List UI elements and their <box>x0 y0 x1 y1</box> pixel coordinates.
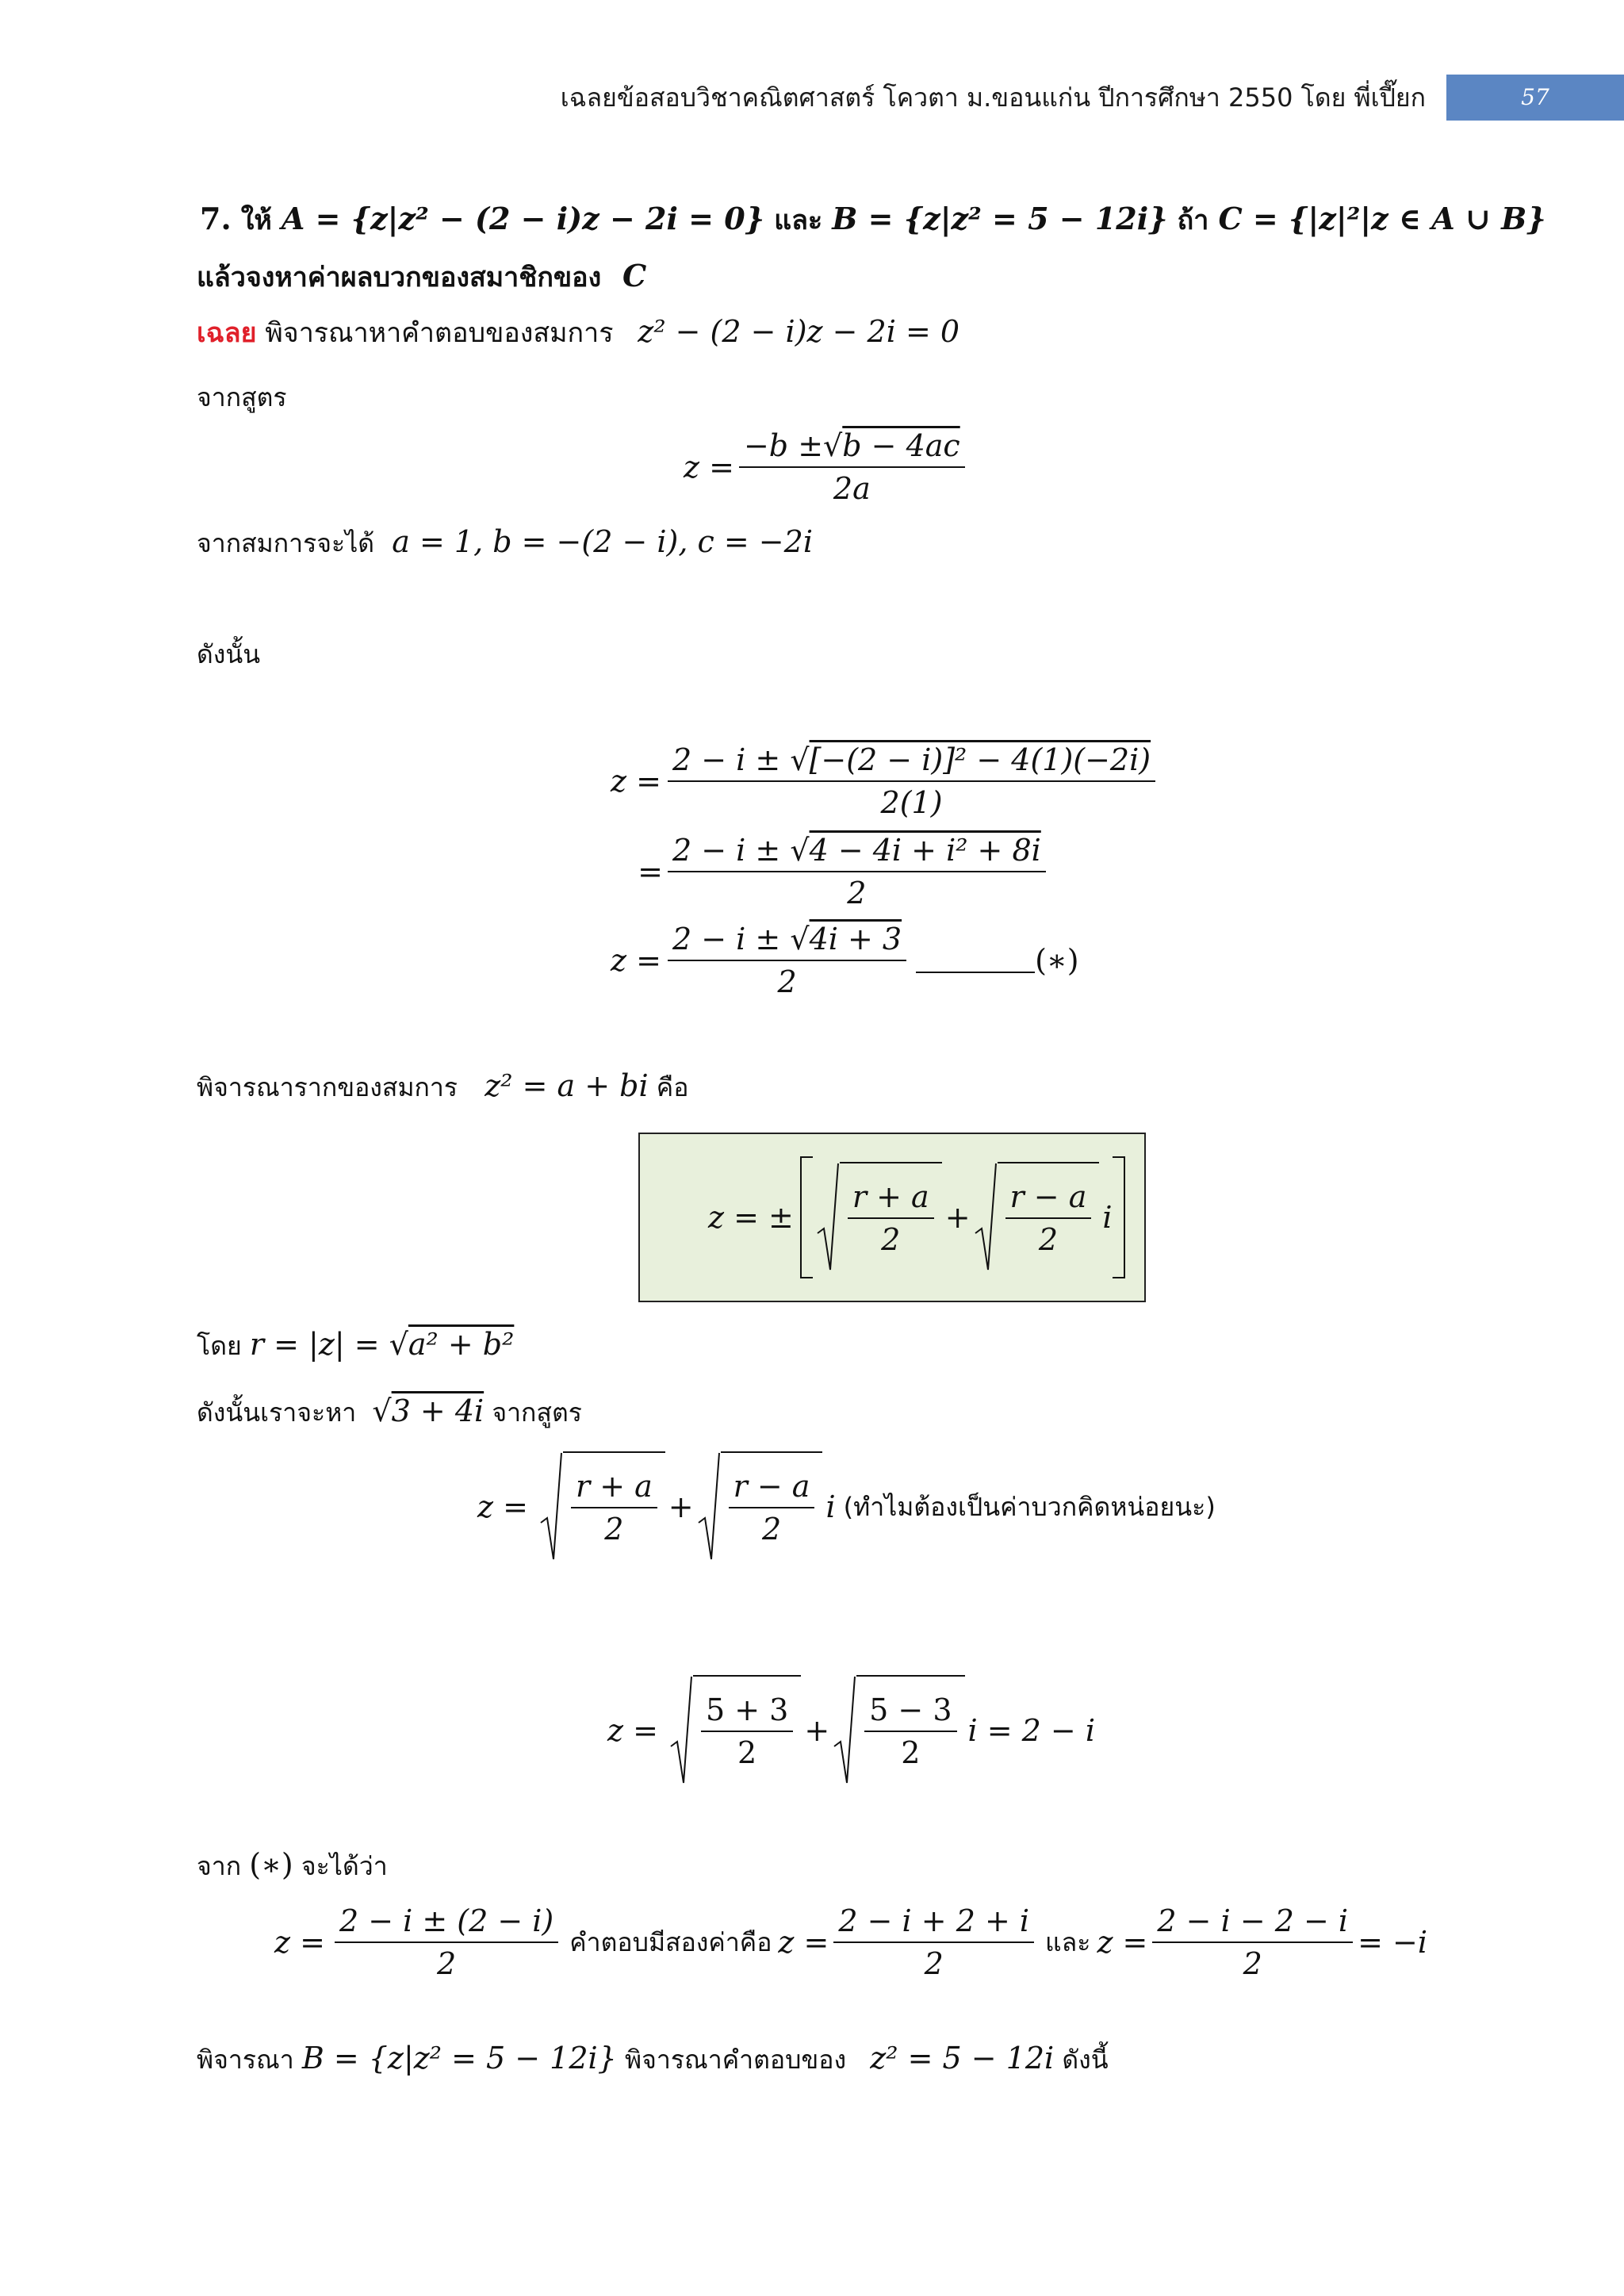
where-label: โดย <box>197 1331 242 1361</box>
step1-den: 2(1) <box>880 785 943 820</box>
b-eq: z² = 5 − 12i <box>870 2041 1055 2076</box>
formula-num-left: −b ± <box>743 428 824 463</box>
derivation-step-3: z = $\frac{2 - i \pm √4i + 3}{2}$ (∗) <box>611 922 1079 999</box>
f4-num: 2 − i ± (2 − i) <box>335 1903 558 1943</box>
box-i: i <box>1102 1200 1113 1235</box>
consider-b-label: พิจารณา <box>197 2045 294 2075</box>
solution-equation: z² − (2 − i)z − 2i = 0 <box>638 314 960 349</box>
f4-z2-tail: = −i <box>1358 1925 1427 1960</box>
problem-statement <box>200 198 1546 241</box>
set-c: C = {|z|²|z ∈ A ∪ B} <box>1218 201 1546 236</box>
question-text: แล้วจงหาค่าผลบวกของสมาชิกของ <box>197 262 602 293</box>
so-find-label: ดังนั้นเราจะหา <box>197 1397 357 1428</box>
f2-frac1-num: r + a <box>571 1469 657 1508</box>
set-b: B = {z|z² = 5 − 12i} <box>832 201 1168 236</box>
square-root-formula-box <box>638 1133 1146 1302</box>
two-answers-label: คำตอบมีสองค่าคือ <box>569 1926 772 1957</box>
f4-and-label: และ <box>1045 1926 1091 1957</box>
f4-den: 2 <box>437 1946 457 1981</box>
f3-tail: i = 2 − i <box>967 1713 1095 1748</box>
step2-den: 2 <box>847 876 867 910</box>
problem-question <box>197 255 646 298</box>
f2-i: i <box>825 1489 836 1524</box>
coefficients: a = 1, b = −(2 − i), c = −2i <box>392 524 813 559</box>
box-plus: + <box>944 1200 971 1235</box>
f4-z2-den: 2 <box>1243 1946 1262 1981</box>
page-number-badge <box>1446 75 1624 121</box>
formula-num-rad: b − 4ac <box>842 428 960 463</box>
formula-lhs: z = <box>684 450 734 485</box>
step3-den: 2 <box>777 964 797 999</box>
f2-lhs: z = <box>477 1489 528 1524</box>
f3-frac2-num: 5 − 3 <box>864 1692 956 1732</box>
f3-lhs: z = <box>607 1713 658 1748</box>
f2-note: (ทำไมต้องเป็นค่าบวกคิดหน่อยนะ) <box>843 1491 1216 1522</box>
from-star-label: จาก <box>197 1851 242 1881</box>
f4-lhs: z = <box>274 1925 325 1960</box>
formula-evaluated <box>607 1675 1095 1786</box>
step3-tag: (∗) <box>1035 943 1079 978</box>
therefore-label: ดังนั้น <box>197 639 261 669</box>
roots-eq: z² = a + bi <box>485 1068 649 1103</box>
coefficients-line <box>197 523 813 564</box>
step1-num-left: 2 − i ± <box>672 742 781 777</box>
f3-frac1-num: 5 + 3 <box>701 1692 793 1732</box>
step3-num-rad: 4i + 3 <box>809 922 902 956</box>
final-roots-equation <box>274 1903 1427 1981</box>
solution-intro <box>197 311 959 354</box>
f3-frac1-den: 2 <box>737 1735 757 1770</box>
consider-ans-label: พิจารณาคำตอบของ <box>625 2045 847 2075</box>
page-number: 57 <box>1521 84 1549 110</box>
problem-number: 7. <box>200 201 232 236</box>
from-eq-label: จากสมการจะได้ <box>197 528 375 558</box>
step2-num-rad: 4 − 4i + i² + 8i <box>809 833 1041 868</box>
from-formula-label: จากสูตร <box>197 382 287 412</box>
f2-frac2-den: 2 <box>761 1512 782 1547</box>
f3-plus: + <box>804 1713 830 1748</box>
f2-frac2-num: r − a <box>729 1469 815 1508</box>
f4-z1-num: 2 − i + 2 + i <box>833 1903 1034 1943</box>
box-frac1-den: 2 <box>881 1222 901 1257</box>
f4-z2-lhs: z = <box>1097 1925 1148 1960</box>
f4-z1-den: 2 <box>924 1946 944 1981</box>
set-a: A = {z|z² − (2 − i)z − 2i = 0} <box>281 201 765 236</box>
problem-lead: ให้ <box>240 205 272 236</box>
formula-positive-root <box>477 1451 1216 1562</box>
derivation-step-2: = $\frac{\text{2 − i ± √4 − 4i + i² + 8i}}{2}$ <box>611 833 1051 910</box>
solution-consider: พิจารณาหาคำตอบของสมการ <box>265 317 614 349</box>
problem-if: ถ้า <box>1177 205 1209 236</box>
step2-num-left: 2 − i ± <box>672 833 781 868</box>
box-lhs: z = ± <box>708 1200 794 1235</box>
f4-z1-lhs: z = <box>778 1925 829 1960</box>
f2-plus: + <box>668 1489 694 1524</box>
from-star-line <box>197 1846 388 1887</box>
roots-is: คือ <box>656 1072 689 1102</box>
quadratic-formula <box>684 428 970 506</box>
will-get-label: จะได้ว่า <box>301 1851 388 1881</box>
question-var: C <box>622 258 647 293</box>
box-frac2-den: 2 <box>1038 1222 1059 1257</box>
step1-num-rad: [−(2 − i)]² − 4(1)(−2i) <box>809 742 1151 777</box>
formula-fraction: $\frac{-b \pm√b - 4ac}{2a}$ <box>739 428 965 506</box>
formula-den: 2a <box>833 471 871 506</box>
b-set: B = {z|z² = 5 − 12i} <box>301 2041 617 2076</box>
roots-intro-line <box>197 1068 688 1108</box>
f2-frac1-den: 2 <box>604 1512 624 1547</box>
find-from-label: จากสูตร <box>492 1397 582 1428</box>
roots-intro: พิจารณารากของสมการ <box>197 1072 458 1102</box>
r-definition: โดย r = |z| = √a² + b² <box>197 1327 515 1362</box>
problem-and: และ <box>774 205 823 236</box>
box-frac2-num: r − a <box>1005 1179 1092 1219</box>
derivation-step-1: z = $\frac{\text{2 − i ± √[−(2 − i)]² − 4(1)(−2i)}}{2(1)}$ <box>611 742 1160 820</box>
f4-z2-num: 2 − i − 2 − i <box>1152 1903 1353 1943</box>
find-rad: 3 + 4i <box>391 1393 485 1428</box>
consider-b-line <box>197 2040 1109 2080</box>
step3-num-left: 2 − i ± <box>672 922 781 956</box>
find-sqrt-line: ดังนั้นเราจะหา √3 + 4i จากสูตร <box>197 1393 582 1428</box>
box-frac1-num: r + a <box>848 1179 934 1219</box>
boxed-formula <box>708 1156 1125 1278</box>
r-def: r = |z| = <box>249 1327 389 1362</box>
as-follows-label: ดังนี้ <box>1062 2045 1109 2075</box>
solution-label: เฉลย <box>197 317 257 349</box>
header-title: เฉลยข้อสอบวิชาคณิตศาสตร์ โควตา ม.ขอนแก่น ปีการศึกษา 2550 โดย พี่เปี๊ยก <box>560 82 1426 113</box>
r-rad: a² + b² <box>408 1327 515 1362</box>
star-ref: (∗) <box>249 1847 293 1882</box>
f3-frac2-den: 2 <box>901 1735 921 1770</box>
